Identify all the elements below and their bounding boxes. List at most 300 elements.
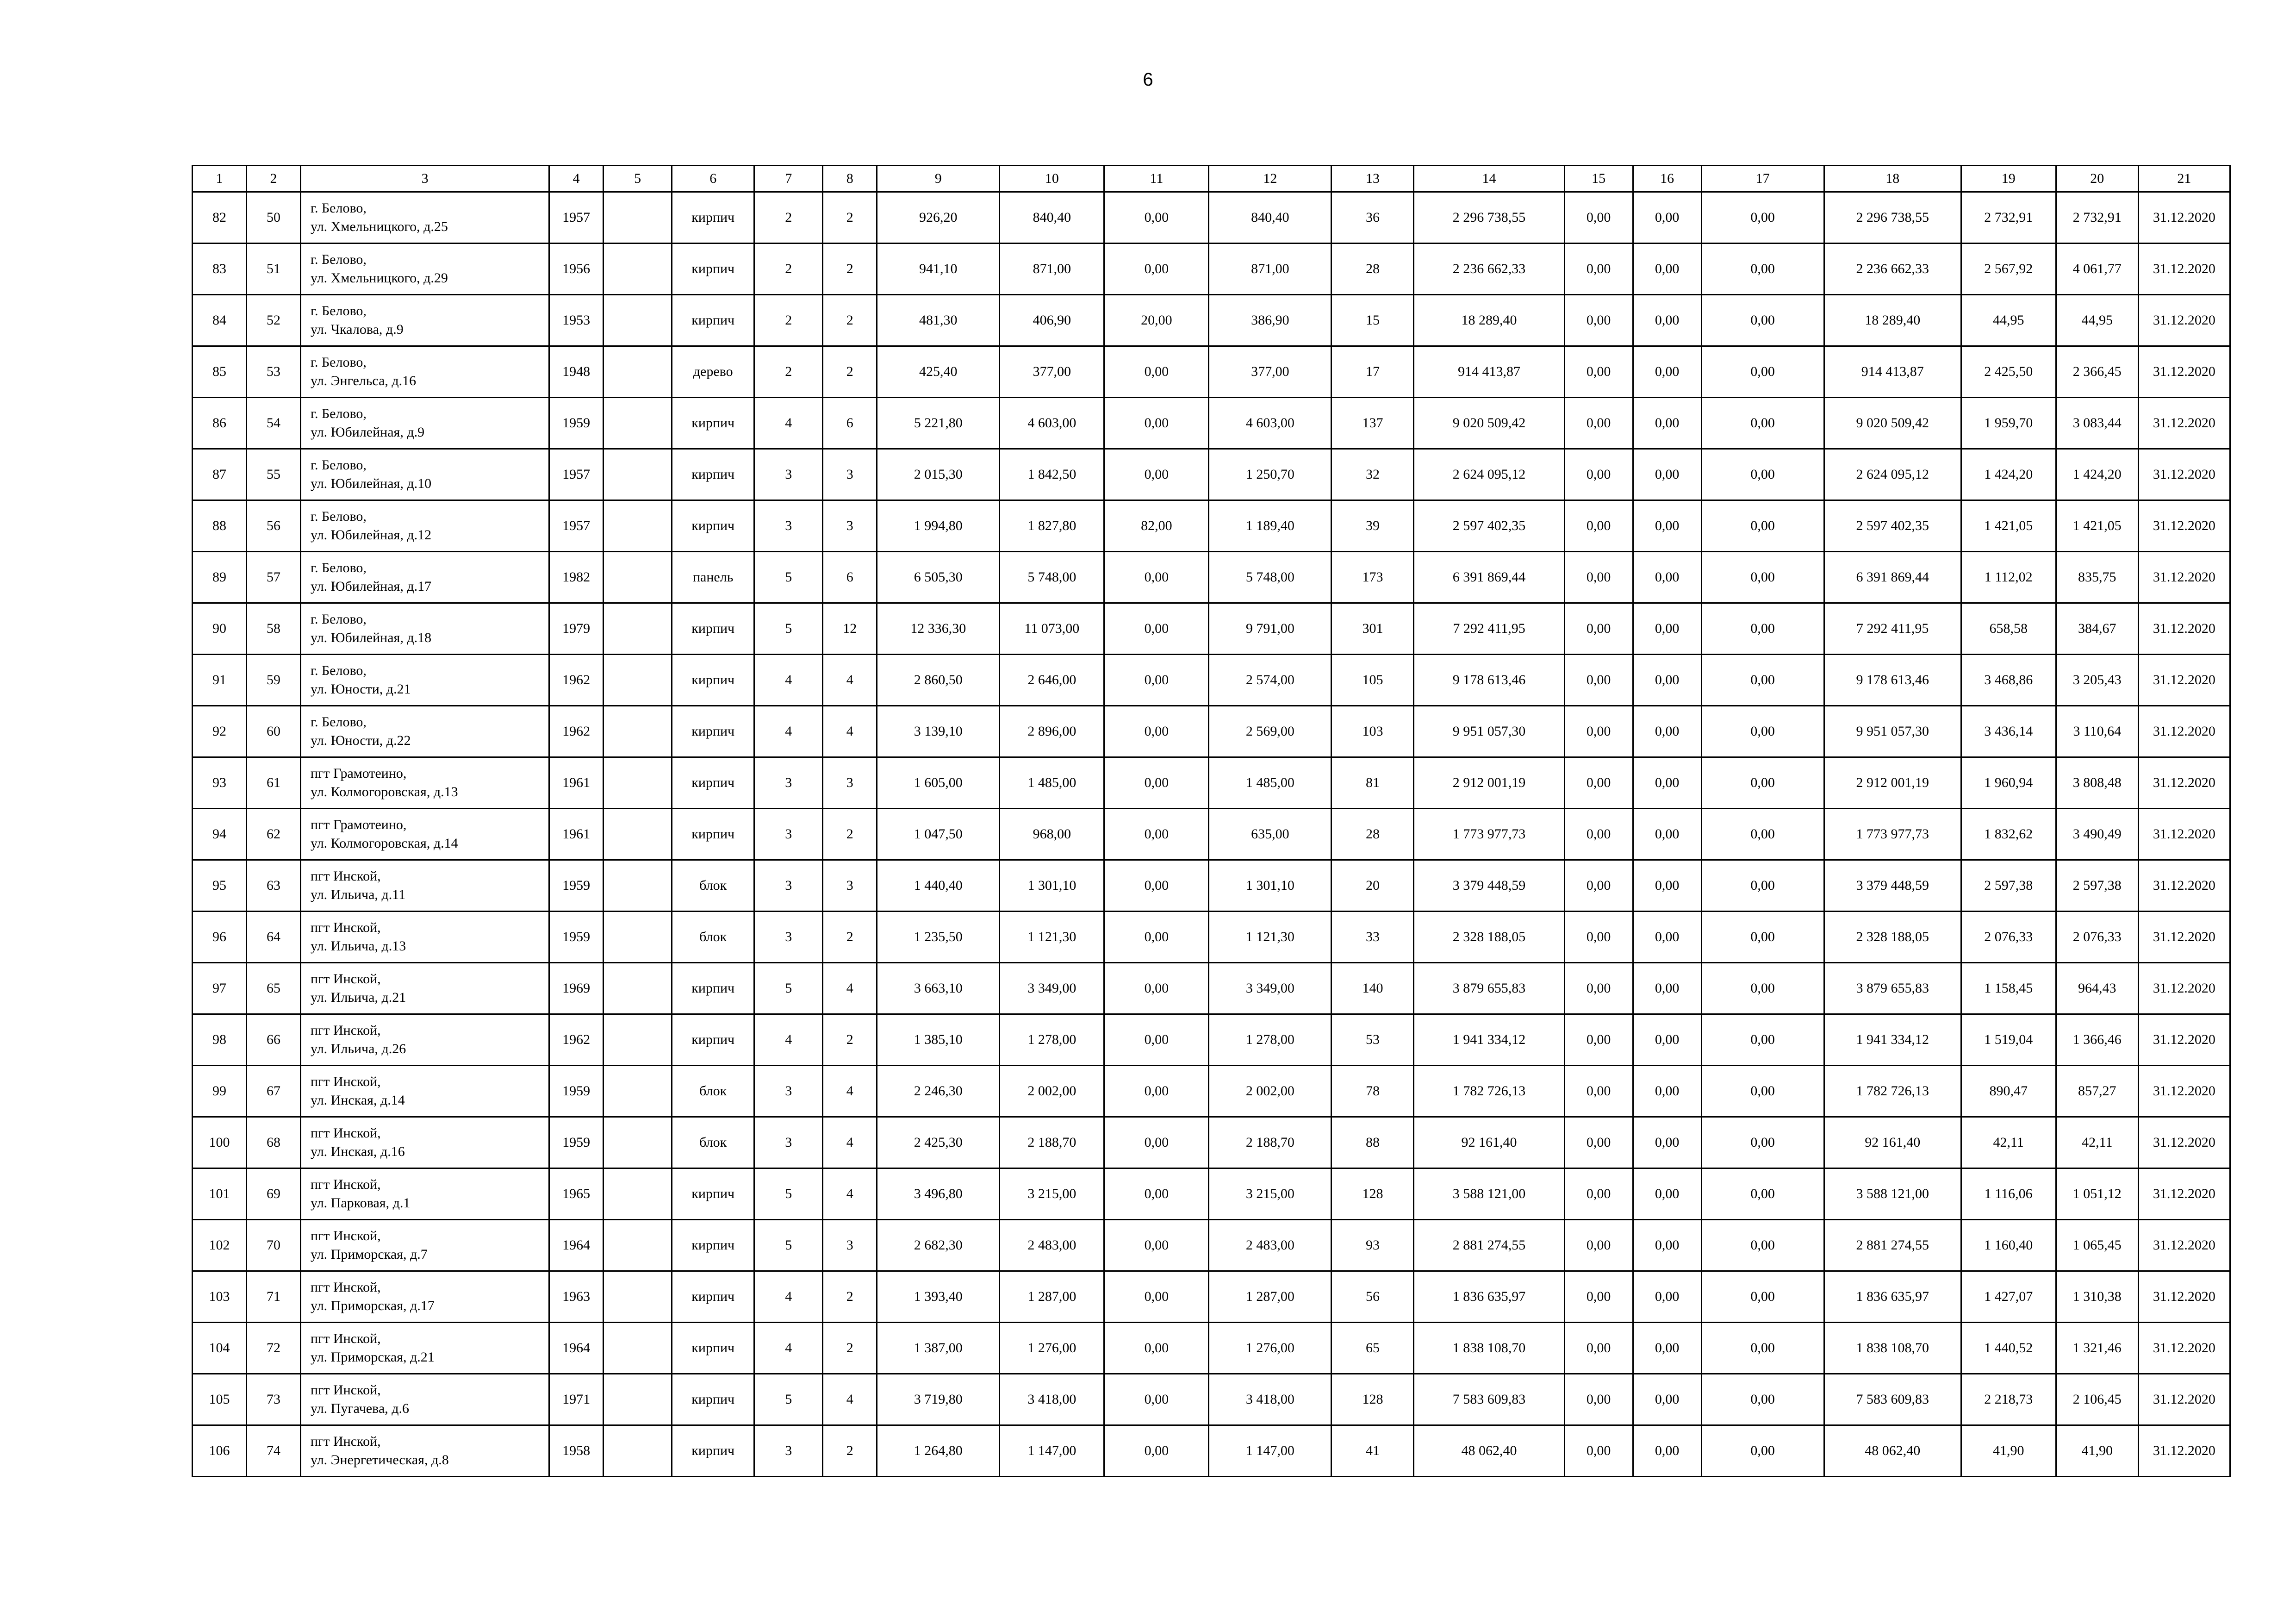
- table-cell: блок: [672, 1066, 754, 1117]
- table-cell: 377,00: [1209, 346, 1332, 398]
- table-cell: 0,00: [1564, 1168, 1633, 1220]
- table-cell: 61: [247, 757, 301, 809]
- table-cell: 3 879 655,83: [1824, 963, 1961, 1014]
- table-cell: [604, 552, 672, 603]
- address-locality: г. Белово,: [311, 457, 367, 473]
- address-locality: г. Белово,: [311, 200, 367, 216]
- address-cell: [301, 1271, 549, 1323]
- table-cell: 1 827,80: [1000, 500, 1104, 552]
- table-cell: 3 663,10: [877, 963, 1000, 1014]
- table-cell: 4: [823, 655, 877, 706]
- table-cell: 68: [247, 1117, 301, 1168]
- address-locality: пгт Инской,: [311, 1434, 381, 1449]
- table-cell: 5: [754, 963, 823, 1014]
- column-header: 3: [301, 166, 549, 192]
- table-cell: блок: [672, 860, 754, 912]
- table-cell: 1958: [549, 1425, 604, 1477]
- table-cell: 0,00: [1564, 706, 1633, 757]
- table-cell: 5: [754, 552, 823, 603]
- table-cell: 0,00: [1564, 1066, 1633, 1117]
- table-cell: 3 349,00: [1000, 963, 1104, 1014]
- table-cell: 1982: [549, 552, 604, 603]
- table-cell: 2 574,00: [1209, 655, 1332, 706]
- table-cell: 1 959,70: [1961, 398, 2056, 449]
- address-street: ул. Ильича, д.21: [311, 990, 406, 1005]
- table-cell: 67: [247, 1066, 301, 1117]
- table-cell: 0,00: [1564, 192, 1633, 244]
- page-number: 6: [1143, 69, 1153, 90]
- table-cell: 42,11: [1961, 1117, 2056, 1168]
- table-cell: 0,00: [1104, 1066, 1209, 1117]
- table-cell: кирпич: [672, 1374, 754, 1425]
- table-cell: 1 941 334,12: [1414, 1014, 1564, 1066]
- table-cell: 3: [823, 449, 877, 500]
- table-cell: 1 424,20: [2056, 449, 2138, 500]
- address-cell: [301, 706, 549, 757]
- address-locality: пгт Инской,: [311, 1074, 381, 1089]
- table-cell: 2 296 738,55: [1414, 192, 1564, 244]
- table-cell: 2 860,50: [877, 655, 1000, 706]
- address-cell: [301, 1374, 549, 1425]
- table-cell: 1 485,00: [1209, 757, 1332, 809]
- table-cell: 3: [754, 809, 823, 860]
- table-cell: 3: [754, 860, 823, 912]
- table-cell: 840,40: [1209, 192, 1332, 244]
- table-cell: 2 425,50: [1961, 346, 2056, 398]
- table-cell: 3 379 448,59: [1824, 860, 1961, 912]
- table-cell: 31.12.2020: [2138, 449, 2230, 500]
- table-cell: 6 391 869,44: [1824, 552, 1961, 603]
- table-row: [193, 963, 2230, 1014]
- table-cell: кирпич: [672, 655, 754, 706]
- table-cell: 31.12.2020: [2138, 1425, 2230, 1477]
- table-cell: 0,00: [1633, 1168, 1701, 1220]
- table-cell: 7 292 411,95: [1414, 603, 1564, 655]
- table-cell: [604, 1220, 672, 1271]
- table-cell: 0,00: [1633, 449, 1701, 500]
- table-cell: 0,00: [1633, 295, 1701, 346]
- table-cell: 31.12.2020: [2138, 860, 2230, 912]
- address-locality: пгт Инской,: [311, 868, 381, 884]
- table-cell: 1 276,00: [1209, 1323, 1332, 1374]
- table-cell: 31.12.2020: [2138, 1220, 2230, 1271]
- table-cell: 1 836 635,97: [1824, 1271, 1961, 1323]
- table-cell: кирпич: [672, 706, 754, 757]
- table-cell: 92 161,40: [1824, 1117, 1961, 1168]
- address-locality: г. Белово,: [311, 252, 367, 267]
- table-cell: 3 083,44: [2056, 398, 2138, 449]
- table-row: [193, 809, 2230, 860]
- table-cell: 32: [1332, 449, 1414, 500]
- table-cell: 941,10: [877, 244, 1000, 295]
- address-locality: пгт Инской,: [311, 1382, 381, 1398]
- table-cell: 99: [193, 1066, 247, 1117]
- table-row: [193, 500, 2230, 552]
- address-street: ул. Юбилейная, д.18: [311, 630, 432, 645]
- table-cell: 0,00: [1104, 1117, 1209, 1168]
- table-cell: 4: [823, 706, 877, 757]
- address-street: ул. Колмогоровская, д.14: [311, 836, 458, 851]
- table-cell: 60: [247, 706, 301, 757]
- table-cell: 0,00: [1633, 500, 1701, 552]
- table-cell: 0,00: [1104, 912, 1209, 963]
- address-street: ул. Хмельницкого, д.29: [311, 270, 448, 286]
- address-street: ул. Юбилейная, д.10: [311, 476, 432, 491]
- table-cell: [604, 655, 672, 706]
- table-cell: 87: [193, 449, 247, 500]
- table-row: [193, 1117, 2230, 1168]
- table-cell: 0,00: [1564, 1374, 1633, 1425]
- table-cell: [604, 912, 672, 963]
- address-cell: [301, 1220, 549, 1271]
- table-cell: 59: [247, 655, 301, 706]
- table-cell: 64: [247, 912, 301, 963]
- table-cell: 1959: [549, 398, 604, 449]
- table-cell: 1 158,45: [1961, 963, 2056, 1014]
- table-cell: 1 842,50: [1000, 449, 1104, 500]
- table-cell: 0,00: [1701, 552, 1824, 603]
- table-cell: 101: [193, 1168, 247, 1220]
- table-cell: 0,00: [1701, 912, 1824, 963]
- table-cell: 31.12.2020: [2138, 809, 2230, 860]
- table-cell: 78: [1332, 1066, 1414, 1117]
- table-cell: 2 328 188,05: [1824, 912, 1961, 963]
- table-cell: 1 605,00: [877, 757, 1000, 809]
- table-cell: 0,00: [1633, 757, 1701, 809]
- table-cell: 2 732,91: [1961, 192, 2056, 244]
- table-cell: 1 440,40: [877, 860, 1000, 912]
- table-cell: 0,00: [1564, 398, 1633, 449]
- table-cell: 4: [754, 655, 823, 706]
- table-cell: 85: [193, 346, 247, 398]
- table-cell: [604, 1271, 672, 1323]
- table-cell: 53: [1332, 1014, 1414, 1066]
- table-cell: 39: [1332, 500, 1414, 552]
- table-cell: 2 002,00: [1000, 1066, 1104, 1117]
- table-cell: 0,00: [1633, 860, 1701, 912]
- table-cell: 74: [247, 1425, 301, 1477]
- table-cell: 93: [193, 757, 247, 809]
- table-cell: [604, 809, 672, 860]
- table-cell: 2: [754, 295, 823, 346]
- table-cell: 5: [754, 1374, 823, 1425]
- table-cell: 4: [823, 963, 877, 1014]
- table-cell: 96: [193, 912, 247, 963]
- table-cell: 48 062,40: [1824, 1425, 1961, 1477]
- table-cell: 1961: [549, 809, 604, 860]
- table-cell: 0,00: [1701, 244, 1824, 295]
- table-cell: 31.12.2020: [2138, 398, 2230, 449]
- table-cell: 3: [823, 1220, 877, 1271]
- address-cell: [301, 552, 549, 603]
- table-cell: 2 483,00: [1209, 1220, 1332, 1271]
- table-cell: 86: [193, 398, 247, 449]
- table-cell: 50: [247, 192, 301, 244]
- table-cell: 0,00: [1701, 963, 1824, 1014]
- table-cell: [604, 192, 672, 244]
- table-cell: 84: [193, 295, 247, 346]
- table-cell: 31.12.2020: [2138, 500, 2230, 552]
- table-cell: 658,58: [1961, 603, 2056, 655]
- table-cell: 1 116,06: [1961, 1168, 2056, 1220]
- table-cell: 70: [247, 1220, 301, 1271]
- table-cell: 105: [193, 1374, 247, 1425]
- table-cell: 301: [1332, 603, 1414, 655]
- table-cell: 3 719,80: [877, 1374, 1000, 1425]
- table-cell: 31.12.2020: [2138, 1117, 2230, 1168]
- table-cell: 0,00: [1633, 706, 1701, 757]
- table-cell: 0,00: [1564, 500, 1633, 552]
- table-cell: 1 838 108,70: [1824, 1323, 1961, 1374]
- table-cell: 0,00: [1701, 1271, 1824, 1323]
- table-cell: 2: [823, 244, 877, 295]
- table-cell: 2 881 274,55: [1824, 1220, 1961, 1271]
- table-cell: 1961: [549, 757, 604, 809]
- table-row: [193, 1374, 2230, 1425]
- address-locality: г. Белово,: [311, 406, 367, 421]
- table-cell: 0,00: [1701, 603, 1824, 655]
- table-cell: 1 278,00: [1000, 1014, 1104, 1066]
- table-cell: 0,00: [1701, 809, 1824, 860]
- table-cell: 55: [247, 449, 301, 500]
- table-cell: 2 015,30: [877, 449, 1000, 500]
- table-cell: 0,00: [1701, 449, 1824, 500]
- table-cell: кирпич: [672, 244, 754, 295]
- table-cell: 1959: [549, 860, 604, 912]
- table-cell: 31.12.2020: [2138, 1168, 2230, 1220]
- address-locality: пгт Грамотеино,: [311, 766, 407, 781]
- table-cell: 0,00: [1104, 706, 1209, 757]
- table-cell: 44,95: [2056, 295, 2138, 346]
- table-cell: 31.12.2020: [2138, 603, 2230, 655]
- column-header: 20: [2056, 166, 2138, 192]
- table-cell: 36: [1332, 192, 1414, 244]
- table-cell: 0,00: [1104, 1425, 1209, 1477]
- table-cell: 173: [1332, 552, 1414, 603]
- table-row: [193, 295, 2230, 346]
- table-cell: кирпич: [672, 1271, 754, 1323]
- table-cell: 65: [247, 963, 301, 1014]
- table-cell: 103: [193, 1271, 247, 1323]
- table-cell: 1 836 635,97: [1414, 1271, 1564, 1323]
- table-cell: 0,00: [1633, 1117, 1701, 1168]
- table-cell: 0,00: [1564, 963, 1633, 1014]
- address-cell: [301, 809, 549, 860]
- address-street: ул. Инская, д.14: [311, 1093, 405, 1108]
- address-locality: г. Белово,: [311, 355, 367, 370]
- address-locality: пгт Инской,: [311, 920, 381, 935]
- table-cell: 1 310,38: [2056, 1271, 2138, 1323]
- table-cell: 964,43: [2056, 963, 2138, 1014]
- table-cell: 33: [1332, 912, 1414, 963]
- address-street: ул. Ильича, д.11: [311, 887, 406, 902]
- table-cell: 31.12.2020: [2138, 1066, 2230, 1117]
- table-cell: 2 646,00: [1000, 655, 1104, 706]
- table-cell: 1964: [549, 1220, 604, 1271]
- table-cell: [604, 1374, 672, 1425]
- address-cell: [301, 912, 549, 963]
- table-cell: 0,00: [1104, 1014, 1209, 1066]
- table-cell: 41,90: [1961, 1425, 2056, 1477]
- table-cell: 1959: [549, 912, 604, 963]
- table-cell: 0,00: [1701, 706, 1824, 757]
- address-locality: г. Белово,: [311, 509, 367, 524]
- table-cell: 2 236 662,33: [1824, 244, 1961, 295]
- column-header: 18: [1824, 166, 1961, 192]
- table-cell: 2 076,33: [2056, 912, 2138, 963]
- table-cell: 4: [754, 706, 823, 757]
- table-cell: 2 597 402,35: [1414, 500, 1564, 552]
- table-cell: 0,00: [1701, 1066, 1824, 1117]
- table-cell: 6: [823, 398, 877, 449]
- table-row: [193, 346, 2230, 398]
- table-cell: 98: [193, 1014, 247, 1066]
- table-cell: 0,00: [1564, 346, 1633, 398]
- table-cell: 635,00: [1209, 809, 1332, 860]
- table-cell: 48 062,40: [1414, 1425, 1564, 1477]
- table-cell: 1 189,40: [1209, 500, 1332, 552]
- table-cell: 3 436,14: [1961, 706, 2056, 757]
- table-cell: 0,00: [1701, 655, 1824, 706]
- table-cell: 3 379 448,59: [1414, 860, 1564, 912]
- table-cell: 58: [247, 603, 301, 655]
- table-cell: кирпич: [672, 449, 754, 500]
- address-street: ул. Юности, д.22: [311, 733, 411, 748]
- table-cell: 69: [247, 1168, 301, 1220]
- table-cell: 2: [823, 295, 877, 346]
- table-cell: 20: [1332, 860, 1414, 912]
- table-cell: 2 896,00: [1000, 706, 1104, 757]
- table-cell: 18 289,40: [1824, 295, 1961, 346]
- table-cell: 52: [247, 295, 301, 346]
- table-cell: 3: [823, 860, 877, 912]
- table-cell: 1 421,05: [1961, 500, 2056, 552]
- address-locality: пгт Инской,: [311, 1228, 381, 1243]
- table-cell: 1 387,00: [877, 1323, 1000, 1374]
- table-cell: 0,00: [1104, 1374, 1209, 1425]
- table-cell: кирпич: [672, 1014, 754, 1066]
- table-cell: 137: [1332, 398, 1414, 449]
- table-cell: 66: [247, 1014, 301, 1066]
- column-header: 9: [877, 166, 1000, 192]
- table-cell: 1979: [549, 603, 604, 655]
- table-row: [193, 244, 2230, 295]
- table-cell: 871,00: [1000, 244, 1104, 295]
- table-cell: 31.12.2020: [2138, 706, 2230, 757]
- address-street: ул. Юбилейная, д.9: [311, 425, 425, 440]
- table-cell: 4 603,00: [1000, 398, 1104, 449]
- table-cell: 4: [754, 1323, 823, 1374]
- table-cell: 0,00: [1564, 809, 1633, 860]
- table-cell: 0,00: [1564, 1323, 1633, 1374]
- address-cell: [301, 1323, 549, 1374]
- table-cell: 42,11: [2056, 1117, 2138, 1168]
- table-cell: 1 051,12: [2056, 1168, 2138, 1220]
- table-row: [193, 398, 2230, 449]
- table-cell: 1 112,02: [1961, 552, 2056, 603]
- address-cell: [301, 398, 549, 449]
- address-cell: [301, 1066, 549, 1117]
- table-cell: 4: [754, 398, 823, 449]
- table-cell: 2 188,70: [1209, 1117, 1332, 1168]
- address-street: ул. Инская, д.16: [311, 1144, 405, 1159]
- table-cell: 2 188,70: [1000, 1117, 1104, 1168]
- table-row: [193, 655, 2230, 706]
- address-cell: [301, 192, 549, 244]
- table-cell: 1963: [549, 1271, 604, 1323]
- table-cell: 0,00: [1633, 809, 1701, 860]
- table-header-row: [193, 166, 2230, 192]
- table-cell: 0,00: [1701, 1425, 1824, 1477]
- table-cell: 104: [193, 1323, 247, 1374]
- table-row: [193, 449, 2230, 500]
- table-cell: [604, 398, 672, 449]
- table-row: [193, 1168, 2230, 1220]
- table-cell: 0,00: [1104, 398, 1209, 449]
- table-cell: [604, 706, 672, 757]
- table-cell: 0,00: [1564, 1271, 1633, 1323]
- table-cell: 9 020 509,42: [1414, 398, 1564, 449]
- table-cell: 103: [1332, 706, 1414, 757]
- table-cell: 3 349,00: [1209, 963, 1332, 1014]
- address-street: ул. Энгельса, д.16: [311, 373, 417, 388]
- table-cell: кирпич: [672, 295, 754, 346]
- table-cell: 82: [193, 192, 247, 244]
- table-cell: 7 292 411,95: [1824, 603, 1961, 655]
- table-cell: 56: [247, 500, 301, 552]
- table-cell: 0,00: [1564, 1117, 1633, 1168]
- table-cell: 3 879 655,83: [1414, 963, 1564, 1014]
- table-cell: 2: [823, 1014, 877, 1066]
- table-cell: 3 215,00: [1209, 1168, 1332, 1220]
- table-cell: [604, 603, 672, 655]
- table-cell: 0,00: [1633, 346, 1701, 398]
- table-cell: 11 073,00: [1000, 603, 1104, 655]
- table-cell: 0,00: [1701, 295, 1824, 346]
- table-cell: 53: [247, 346, 301, 398]
- table-cell: 88: [1332, 1117, 1414, 1168]
- table-cell: 1969: [549, 963, 604, 1014]
- table-cell: [604, 449, 672, 500]
- table-cell: 0,00: [1633, 1323, 1701, 1374]
- table-cell: 0,00: [1701, 1014, 1824, 1066]
- table-cell: 0,00: [1633, 1014, 1701, 1066]
- column-header: 21: [2138, 166, 2230, 192]
- address-street: ул. Энергетическая, д.8: [311, 1452, 449, 1468]
- table-cell: 0,00: [1701, 1374, 1824, 1425]
- table-cell: [604, 757, 672, 809]
- column-header: 12: [1209, 166, 1332, 192]
- table-cell: 5 221,80: [877, 398, 1000, 449]
- address-cell: [301, 963, 549, 1014]
- data-table: [192, 165, 2231, 1477]
- table-cell: 51: [247, 244, 301, 295]
- table-cell: 9 951 057,30: [1414, 706, 1564, 757]
- table-cell: 7 583 609,83: [1414, 1374, 1564, 1425]
- table-cell: 2: [823, 1425, 877, 1477]
- table-cell: 0,00: [1701, 757, 1824, 809]
- address-cell: [301, 500, 549, 552]
- table-cell: 4: [823, 1117, 877, 1168]
- table-row: [193, 860, 2230, 912]
- table-cell: 1 121,30: [1209, 912, 1332, 963]
- table-cell: 1957: [549, 500, 604, 552]
- table-cell: 4: [823, 1066, 877, 1117]
- table-cell: 3 139,10: [877, 706, 1000, 757]
- table-cell: 377,00: [1000, 346, 1104, 398]
- table-cell: 386,90: [1209, 295, 1332, 346]
- table-cell: 1 960,94: [1961, 757, 2056, 809]
